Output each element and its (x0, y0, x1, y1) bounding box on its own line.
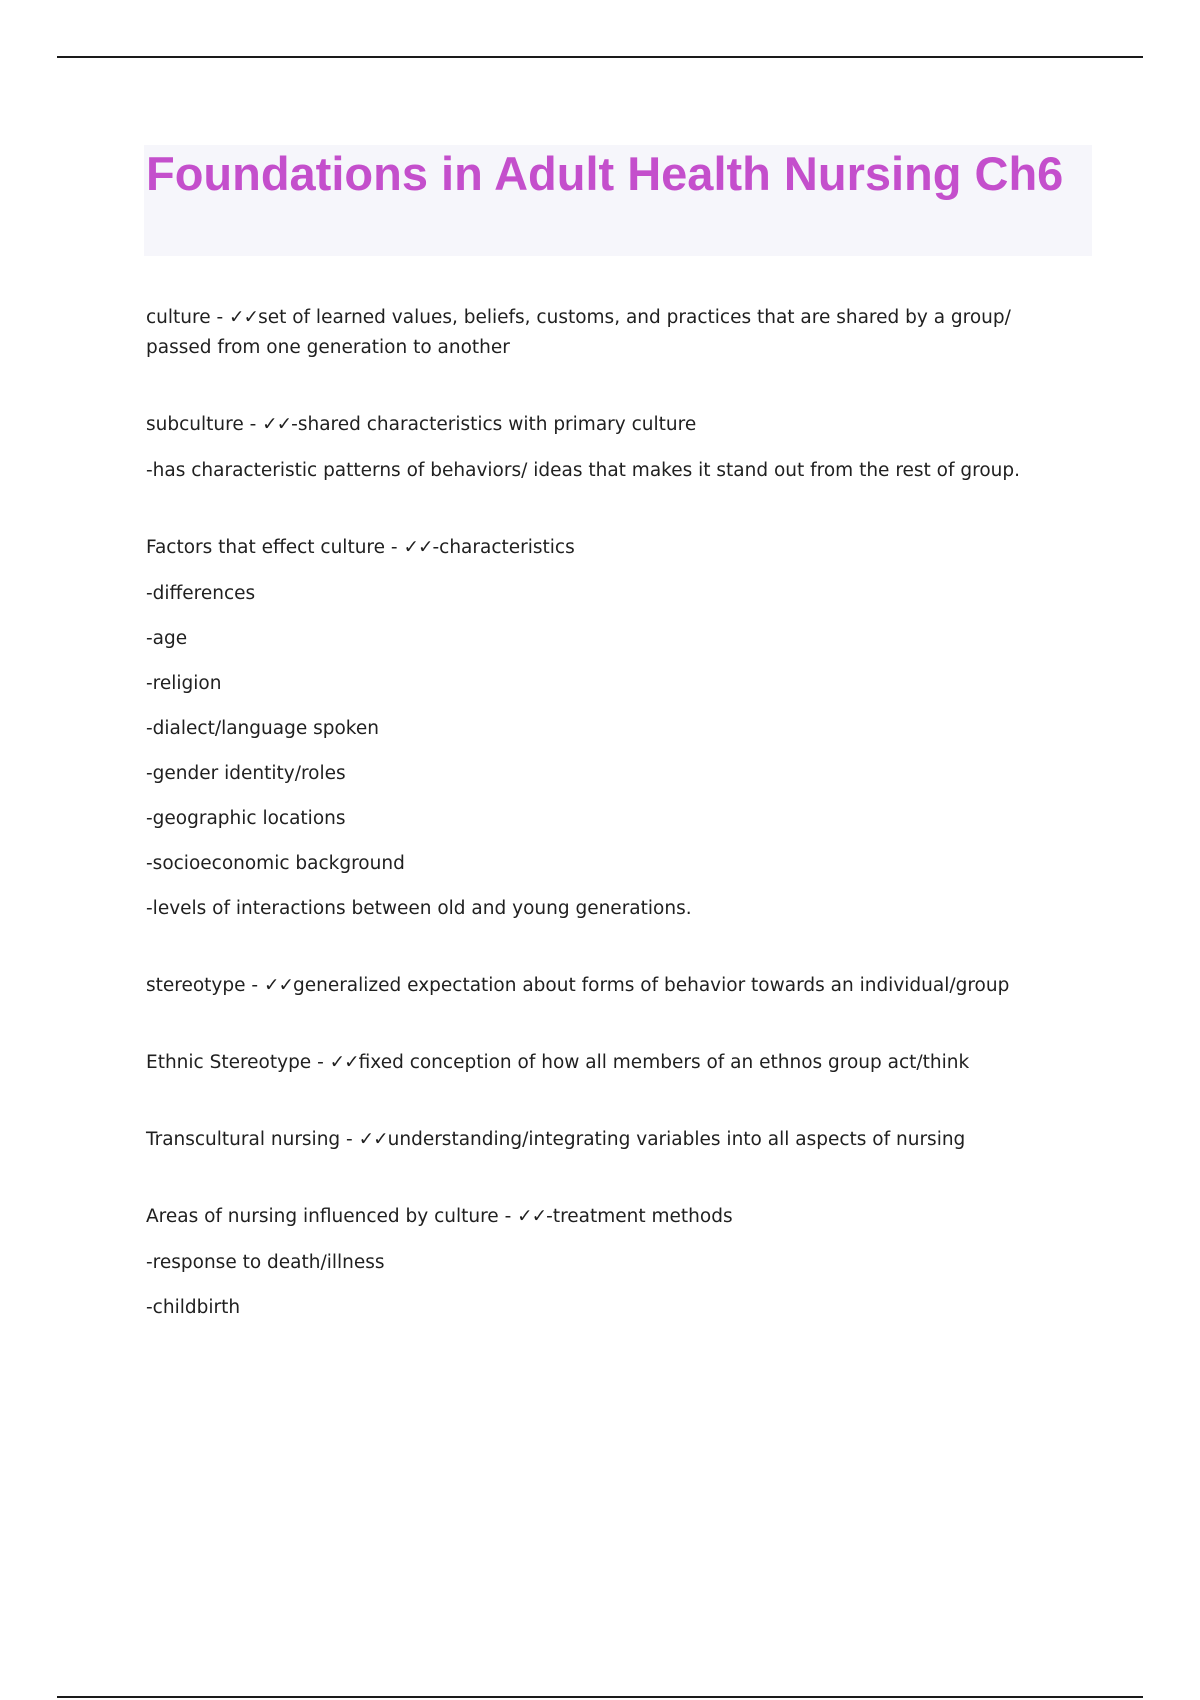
document-title: Foundations in Adult Health Nursing Ch6 (146, 147, 1064, 200)
entry-sub-line: -religion (146, 673, 222, 694)
entry-main-line: culture - ✓✓set of learned values, beliefs, customs, and practices that are shared by a group/ passed from one generation to another (146, 307, 1011, 358)
flashcard-entry (146, 971, 1076, 1001)
entry-sub-line: -levels of interactions between old and young generations. (146, 898, 692, 919)
header-rule (57, 56, 1143, 58)
flashcard-entry (146, 1202, 1076, 1323)
entry-term: stereotype (146, 975, 246, 996)
entry-main-line: subculture - ✓✓-shared characteristics with primary culture (146, 414, 697, 435)
entry-sub-line: -differences (146, 583, 256, 604)
double-check-icon: ✓✓ (517, 1206, 547, 1227)
entry-sub-line: -childbirth (146, 1297, 241, 1318)
entry-term: culture (146, 307, 211, 328)
entry-term: Areas of nursing influenced by culture (146, 1206, 499, 1227)
entry-definition: fixed conception of how all members of an ethnos group act/think (358, 1052, 970, 1073)
entry-sub-line: -has characteristic patterns of behaviors/ ideas that makes it stand out from the rest of group. (146, 460, 1020, 481)
entry-definition: -characteristics (432, 537, 575, 558)
entry-main-line: Factors that effect culture - ✓✓-characteristics (146, 537, 575, 558)
flashcard-entry (146, 1125, 1076, 1155)
double-check-icon: ✓✓ (229, 307, 259, 328)
entry-main-line: Transcultural nursing - ✓✓understanding/integrating variables into all aspects of nursing (146, 1129, 966, 1150)
double-check-icon: ✓✓ (358, 1129, 388, 1150)
entry-definition: understanding/integrating variables into all aspects of nursing (387, 1129, 966, 1150)
double-check-icon: ✓✓ (262, 414, 292, 435)
entry-main-line: stereotype - ✓✓generalized expectation about forms of behavior towards an individual/group (146, 975, 1010, 996)
entry-sub-line: -socioeconomic background (146, 853, 405, 874)
entry-definition: -treatment methods (546, 1206, 733, 1227)
flashcard-list (146, 303, 1076, 1370)
entry-definition: generalized expectation about forms of behavior towards an individual/group (292, 975, 1010, 996)
entry-term: Factors that effect culture (146, 537, 386, 558)
entry-sub-line: -age (146, 628, 188, 649)
footer-rule (57, 1696, 1143, 1698)
entry-term: Ethnic Stereotype (146, 1052, 312, 1073)
double-check-icon: ✓✓ (329, 1052, 359, 1073)
entry-main-line: Ethnic Stereotype - ✓✓fixed conception of how all members of an ethnos group act/think (146, 1052, 970, 1073)
entry-definition: set of learned values, beliefs, customs, and practices that are shared by a group/ passed from one generation to another (146, 307, 1011, 358)
entry-term: Transcultural nursing (146, 1129, 341, 1150)
entry-main-line: Areas of nursing influenced by culture - ✓✓-treatment methods (146, 1206, 733, 1227)
entry-sub-line: -geographic locations (146, 808, 346, 829)
flashcard-entry (146, 410, 1076, 486)
entry-sub-line: -gender identity/roles (146, 763, 346, 784)
flashcard-entry (146, 303, 1076, 363)
flashcard-entry (146, 1048, 1076, 1078)
entry-definition: -shared characteristics with primary culture (291, 414, 697, 435)
entry-term: subculture (146, 414, 244, 435)
double-check-icon: ✓✓ (263, 975, 293, 996)
flashcard-entry (146, 533, 1076, 924)
entry-sub-line: -dialect/language spoken (146, 718, 379, 739)
double-check-icon: ✓✓ (403, 537, 433, 558)
entry-sub-line: -response to death/illness (146, 1252, 385, 1273)
